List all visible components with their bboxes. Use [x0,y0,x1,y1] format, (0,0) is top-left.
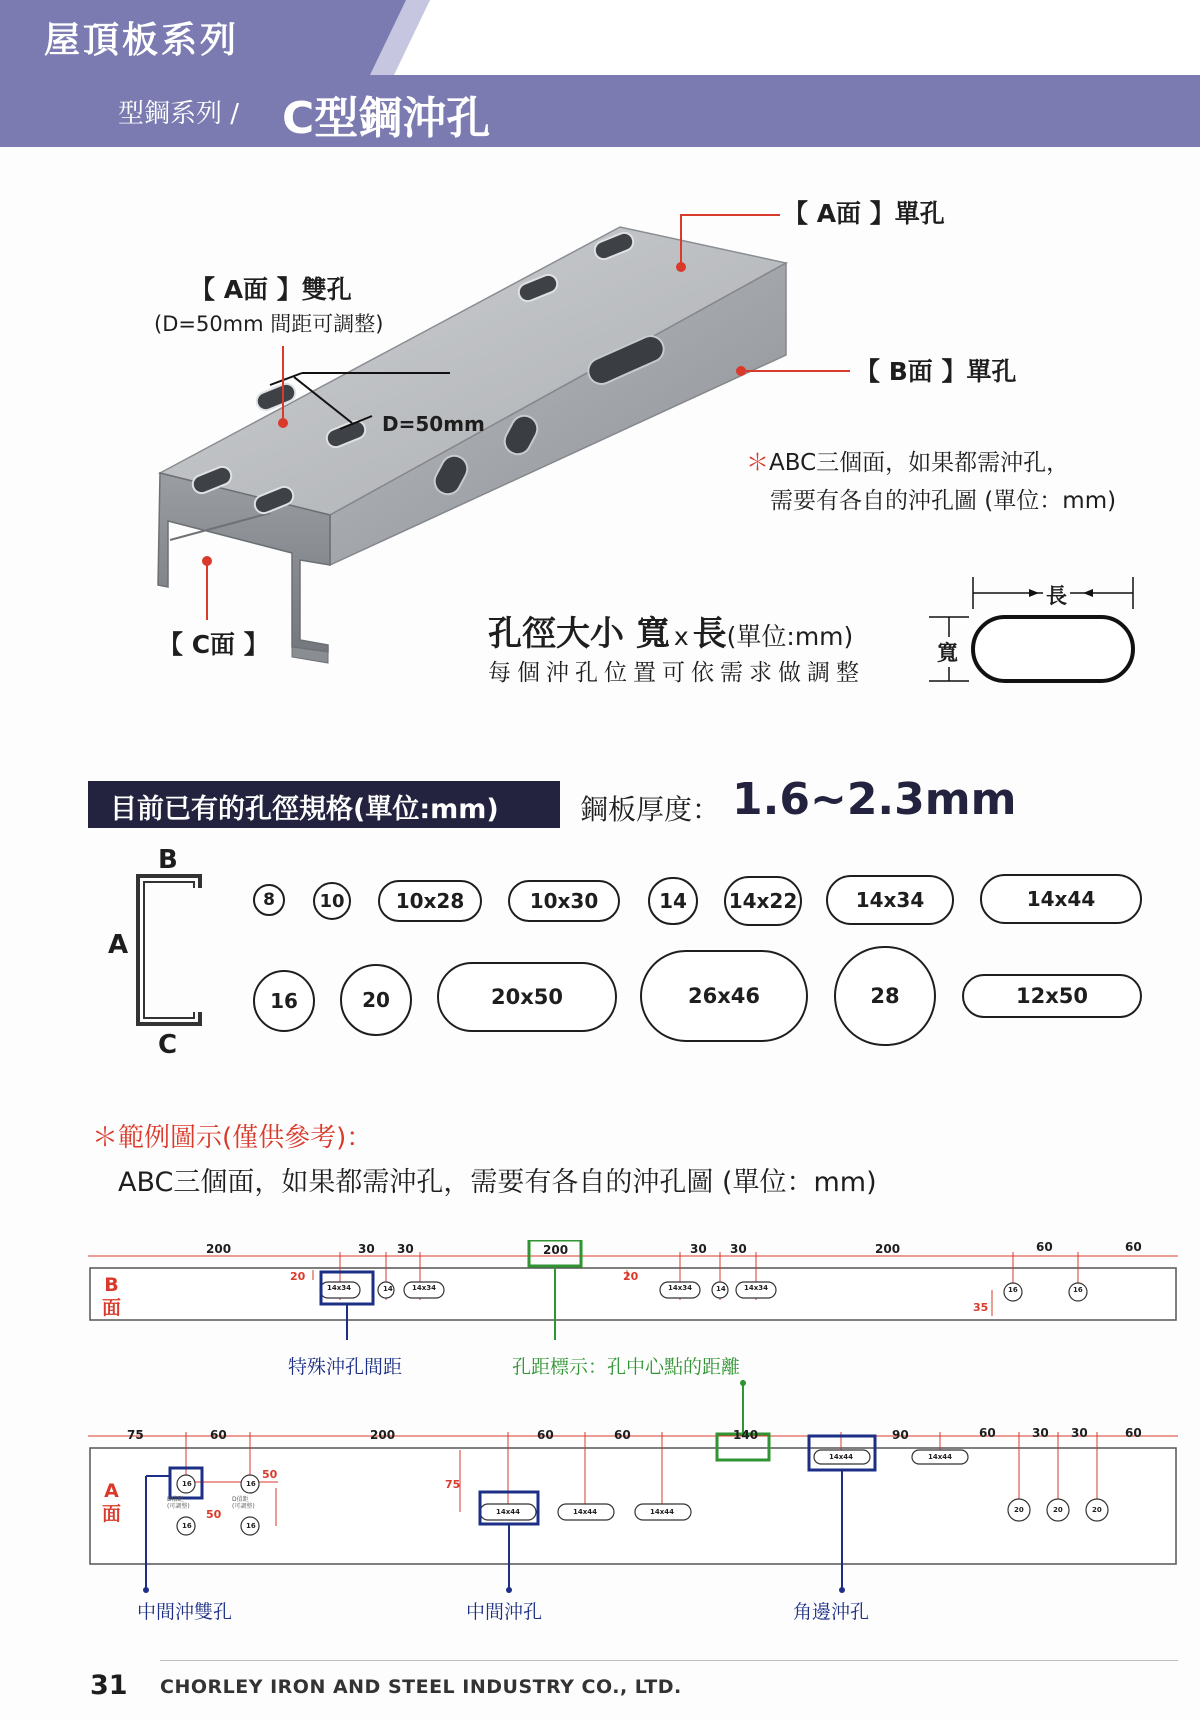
b-red-value: 20 [290,1270,306,1283]
a-red-value: 50 [206,1508,222,1521]
a-hole-label: 16 [246,1480,256,1488]
b-hole-label: 14 [716,1285,726,1293]
a-face-tag [102,1480,121,1526]
hole-size-title [488,606,853,655]
spec-hole: 28 [834,946,936,1046]
a-hole-label: 14x44 [928,1453,952,1461]
spec-hole: 14x22 [724,876,802,926]
hole-size-subtitle: 每個沖孔位置可依需求做調整 [488,660,865,686]
a-dimension: 60 [979,1426,996,1440]
leader-dot [676,262,686,272]
spec-hole: 14x44 [980,874,1142,924]
a-dimension: 90 [892,1428,909,1442]
leader-dot [736,366,746,376]
spec-hole: 10 [313,882,351,920]
leader-line [680,214,780,216]
hole-size-title-unit: (單位:mm) [726,622,854,651]
a-hole-label: 16 [246,1522,256,1530]
a-red-value: 75 [445,1478,461,1491]
a-dimension: 30 [1032,1426,1049,1440]
a-dimension: 60 [614,1428,631,1442]
leader-dot [278,418,288,428]
b-hole-label: 14x34 [744,1284,768,1292]
a-face-tag-char: 面 [102,1503,122,1525]
b-face-single-label: 【 B面 】單孔 [855,357,1017,386]
b-dimension: 200 [875,1242,901,1256]
spec-hole: 10x28 [378,880,482,922]
legend-middle-hole: 中間沖孔 [466,1601,543,1623]
b-hole-label: 16 [1008,1286,1018,1294]
a-dimension: 140 [733,1428,759,1442]
thickness-value: 1.6~2.3mm [732,774,1017,825]
note-line-1: ABC三個面，如果都需沖孔， [769,450,1070,476]
spec-hole: 14x34 [826,875,954,925]
a-red-value: 50 [262,1468,278,1481]
b-dimension: 60 [1125,1240,1142,1254]
a-face-single-label: 【 A面 】單孔 [783,199,945,228]
width-label: 寬 [937,637,958,667]
spec-hole: 26x46 [640,950,808,1042]
b-hole-label: 16 [1073,1286,1083,1294]
hole-dimension-diagram [925,575,1145,685]
b-face-tag-letter: B [104,1274,119,1296]
c-profile-icon [130,870,210,1030]
spec-hole: 14 [648,877,698,925]
a-dimension: 60 [210,1428,227,1442]
b-hole-label: 14x34 [412,1284,436,1292]
profile-b-label: B [158,845,178,875]
spec-hole: 20x50 [437,962,617,1032]
a-hole-label: 16 [182,1480,192,1488]
a-dimension: 75 [127,1428,144,1442]
thickness-label: 鋼板厚度： [580,793,721,826]
spec-banner-text: 目前已有的孔徑規格(單位:mm) [110,794,499,825]
b-dimension: 60 [1036,1240,1053,1254]
b-dimension: 200 [206,1242,232,1256]
note-star: ＊ [746,450,769,476]
hole-size-title-x: x [673,622,689,651]
b-dimension: 30 [358,1242,375,1256]
adjustable-note: D值距 (可調整) [232,1496,255,1510]
a-face-drawing [88,1380,1180,1600]
b-hole-label: 14x34 [327,1284,351,1292]
a-face-double-note: (D=50mm 間距可調整) [154,312,384,336]
legend-hole-distance: 孔距標示：孔中心點的距離 [512,1356,741,1378]
d-dimension-label: D=50mm [382,412,485,436]
length-label: 長 [1043,580,1070,610]
a-face-tag-letter: A [104,1480,119,1502]
legend-corner-hole: 角邊沖孔 [793,1601,870,1623]
spec-hole: 8 [253,884,285,916]
example-title: ＊範例圖示(僅供參考)： [92,1123,373,1153]
a-dimension: 60 [537,1428,554,1442]
a-hole-label: 14x44 [496,1508,520,1516]
a-hole-label: 14x44 [573,1508,597,1516]
leader-line [282,346,284,420]
b-red-value: 20 [623,1270,639,1283]
company-name: CHORLEY IRON AND STEEL INDUSTRY CO., LTD. [160,1676,682,1698]
b-red-value: 35 [973,1301,989,1314]
leader-line [740,370,850,372]
profile-a-label: A [108,930,129,960]
a-dimension: 30 [1071,1426,1088,1440]
a-face-double-label: 【 A面 】雙孔 [190,275,352,304]
hole-size-title-len: 長 [692,614,727,654]
a-hole-label: 14x44 [829,1453,853,1461]
adjustable-note: D值距 (可調整) [167,1496,190,1510]
leader-dot [202,556,212,566]
spec-hole: 10x30 [508,880,620,922]
b-face-tag [102,1274,121,1320]
c-face-label: 【 C面 】 [158,630,269,659]
note-line-2: 需要有各自的沖孔圖 (單位：mm) [770,488,1117,514]
b-hole-label: 14 [383,1285,393,1293]
a-hole-label: 20 [1014,1506,1024,1514]
a-hole-label: 16 [182,1522,192,1530]
a-dimension: 200 [370,1428,396,1442]
example-description: ABC三個面，如果都需沖孔，需要有各自的沖孔圖 (單位：mm) [118,1167,877,1198]
b-dimension: 30 [690,1242,707,1256]
b-face-tag-char: 面 [102,1297,122,1319]
b-dimension: 200 [543,1243,569,1257]
page-number: 31 [90,1670,128,1701]
footer-divider [160,1660,1178,1661]
a-hole-label: 14x44 [650,1508,674,1516]
leader-line [680,214,682,264]
a-dimension: 60 [1125,1426,1142,1440]
b-dimension: 30 [397,1242,414,1256]
spec-hole: 12x50 [962,974,1142,1018]
a-hole-label: 20 [1092,1506,1102,1514]
b-dimension: 30 [730,1242,747,1256]
a-hole-label: 20 [1053,1506,1063,1514]
b-hole-label: 14x34 [668,1284,692,1292]
abc-note [746,444,1116,520]
legend-special-spacing: 特殊沖孔間距 [288,1356,403,1378]
spec-hole: 16 [253,970,315,1032]
hole-size-title-main: 孔徑大小 寬 [488,614,670,654]
page-title: C型鋼沖孔 [282,93,491,144]
series-title: 屋頂板系列 [44,20,240,61]
profile-c-label: C [158,1030,178,1060]
legend-double-hole: 中間沖雙孔 [137,1601,233,1623]
spec-hole: 20 [340,964,412,1036]
breadcrumb: 型鋼系列 / [118,99,240,129]
leader-line [206,560,208,620]
